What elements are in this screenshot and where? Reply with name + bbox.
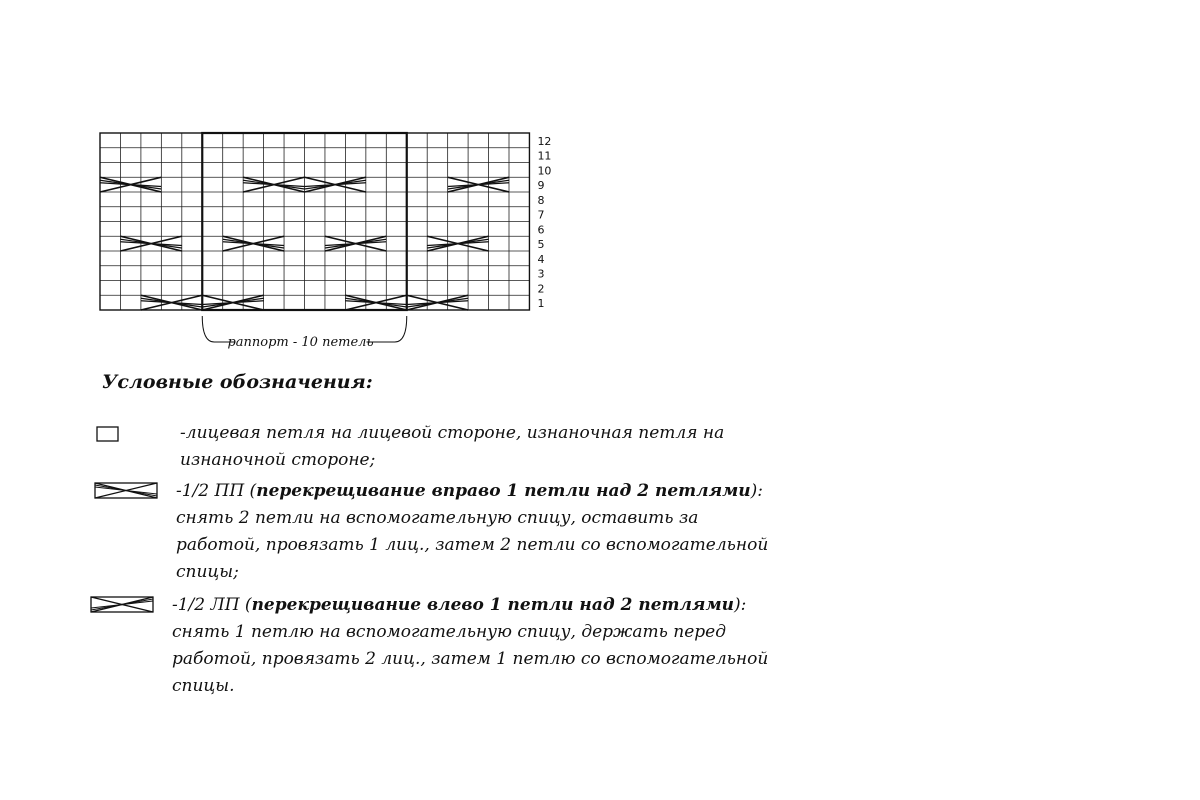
legend-bold: перекрещивание влево 1 петли над 2 петлями	[251, 595, 734, 615]
crossing-right-icon	[223, 236, 284, 251]
legend-bold: перекрещивание вправо 1 петли над 2 петлями	[256, 481, 751, 501]
row-number: 1	[537, 297, 545, 310]
repeat-label: раппорт - 10 петель	[227, 335, 374, 350]
cross-stroke	[141, 301, 202, 305]
row-number: 5	[537, 238, 545, 251]
cross-right-icon	[94, 482, 160, 500]
crossing-right-icon	[120, 236, 181, 251]
cross-stroke	[100, 183, 161, 187]
cross-stroke	[202, 301, 263, 305]
legend-line: спицы;	[176, 562, 239, 582]
row-numbers	[537, 135, 551, 310]
crossing-left-icon	[448, 177, 509, 192]
row-number: 10	[537, 164, 552, 178]
legend-lead: -лицевая петля на лицевой стороне, изнаночная петля на	[180, 423, 725, 443]
empty-cell-icon	[96, 426, 120, 442]
row-number: 12	[537, 134, 552, 148]
chart-grid	[100, 133, 529, 310]
cross-stroke	[448, 183, 509, 187]
crossing-right-icon	[141, 295, 202, 310]
cross-stroke	[345, 301, 406, 305]
legend-lead: -1/2 ЛП (	[172, 595, 252, 615]
row-number: 11	[537, 149, 552, 163]
knitting-chart	[0, 0, 1200, 360]
cross-stroke	[407, 301, 468, 305]
legend-line: снять 2 петли на вспомогательную спицу, оставить за	[176, 508, 699, 528]
crossing-right-icon	[243, 177, 304, 192]
legend-text-knit-stitch	[180, 420, 724, 474]
crossing-left-icon	[407, 295, 468, 310]
row-number: 2	[537, 282, 545, 296]
crossing-left-icon	[202, 295, 263, 310]
cross-left-icon	[90, 596, 156, 614]
row-number: 6	[537, 223, 545, 237]
crossing-left-icon	[325, 236, 386, 251]
crossing-left-icon	[427, 236, 488, 251]
crossing-right-icon	[100, 177, 161, 192]
legend-heading	[172, 592, 768, 619]
cross-stroke	[305, 183, 366, 187]
cross-stroke	[243, 183, 304, 187]
row-number: 3	[537, 267, 545, 281]
cross-stroke	[120, 242, 181, 246]
row-number: 7	[537, 208, 545, 222]
row-number: 9	[537, 179, 545, 192]
legend-tail: ):	[750, 481, 764, 501]
crossing-left-icon	[305, 177, 366, 192]
legend-line: работой, провязать 1 лиц., затем 2 петли со вспомогательной	[176, 535, 769, 555]
legend-line: снять 1 петлю на вспомогательную спицу, держать перед	[172, 622, 727, 642]
row-number: 4	[537, 252, 545, 266]
cross-stroke	[325, 242, 386, 246]
legend-text-cross-right	[176, 478, 768, 586]
legend-line: спицы.	[172, 676, 235, 696]
legend-tail: ):	[734, 595, 747, 615]
legend-heading	[176, 478, 768, 505]
row-number: 8	[537, 193, 545, 207]
cross-stroke	[427, 242, 488, 246]
legend-lead: -1/2 ПП (	[176, 481, 257, 501]
cross-stroke	[223, 242, 284, 246]
legend-title: Условные обозначения:	[102, 371, 373, 393]
legend-text-cross-left	[172, 592, 768, 700]
legend-line: работой, провязать 2 лиц., затем 1 петлю со вспомогательной	[172, 649, 769, 669]
legend-line: изнаночной стороне;	[180, 450, 376, 470]
crossing-right-icon	[345, 295, 406, 310]
